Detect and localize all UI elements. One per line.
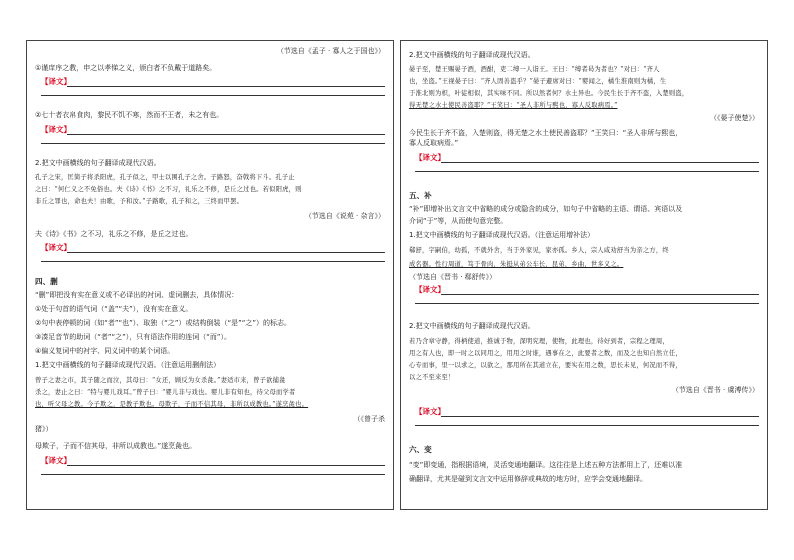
answer-line <box>415 303 759 304</box>
answer-line <box>67 134 385 135</box>
answer-line <box>441 416 759 417</box>
question-text: 今民生长于齐不盗，入楚则盗，得无楚之水土使民善盗耶？”王笑曰：“圣人非所与熙也， <box>409 129 683 137</box>
right-column <box>400 40 768 510</box>
question-text: 寡人反取病焉。” <box>409 139 459 147</box>
answer-area[interactable] <box>41 243 385 257</box>
passage-line: 晏子至，楚王赐晏子酒，酒酣，吏二缚一人诣王。王曰：“缚者曷为者也？”对曰：“齐人 <box>409 66 660 73</box>
task-instruction: 1.把文中画横线的句子翻译成现代汉语。（注意运用删削法） <box>35 361 221 369</box>
answer-area[interactable] <box>41 77 385 91</box>
task-instruction: 2.把文中画横线的句子翻译成现代汉语。 <box>35 159 161 167</box>
passage-line: 也，听父母之教。今子欺之，是教子欺也。母欺子，子而不信其母，非所以成教也。”遂烹彘也。 <box>35 401 309 408</box>
answer-line <box>67 465 385 466</box>
answer-line <box>41 261 385 262</box>
answer-label: 【译文】 <box>41 77 71 86</box>
question-text: 母欺子，子而不信其母，非所以成教也。”遂烹彘也。 <box>35 442 197 450</box>
task-instruction: 2.把文中画横线的句子翻译成现代汉语。 <box>409 322 535 330</box>
source-citation: （节选自《说苑 · 杂言》） <box>304 212 385 220</box>
section-title: 五、补 <box>409 191 432 200</box>
answer-label: 【译文】 <box>41 456 71 465</box>
passage-line: 以之不至来至！ <box>409 374 455 381</box>
answer-area[interactable] <box>415 153 759 167</box>
answer-label: 【译文】 <box>415 285 445 294</box>
section-description: “变”即变通，指根据语境，灵活变通地翻译。这往往是上述五种方法都用上了，还难以准 <box>409 461 683 469</box>
section-description: 介词“于”等，从而使句意完整。 <box>409 217 508 225</box>
section-description: 确翻译，尤其是碰到文言文中运用修辞或典故的地方时，应学会变通地翻译。 <box>409 475 647 483</box>
source-citation: （节选自《孟子 · 寡人之于国也》） <box>276 47 385 55</box>
question-text: ②七十者衣帛食肉，黎民不饥不寒，然而不王者，未之有也。 <box>35 111 224 119</box>
passage-line: 得无楚之水土使民善盗耶？”王笑曰：“圣人非所与熙也，寡人反取病焉。” <box>409 102 618 109</box>
passage-line: 若乃含章守静，得柄使道，推诚于物，深明究理，使物，此理也，待好到者，宗程之理周， <box>409 338 669 345</box>
rule-item: ①处于句首的语气词（“盖”“夫”），没有实在意义。 <box>35 305 193 313</box>
passage-line: 成名器。性行周道，笃于骨肉，朱挺从弟公车长，昆弟，乡曲，世多义之。 <box>409 261 624 268</box>
answer-area[interactable] <box>415 407 759 421</box>
passage-line: 郗舒，字嗣伯，幼孤，不就外舍，当于外家见，家亦孤。乡人，宗人咸劝舒当为亲之方，终 <box>409 247 669 254</box>
answer-label: 【译文】 <box>415 153 445 162</box>
answer-label: 【译文】 <box>415 407 445 416</box>
answer-line <box>67 252 385 253</box>
source-citation: 猪》） <box>35 425 53 433</box>
rule-item: ②句中表停顿的词（如“者”“也”）、取独（“之”）或结构倒装（“是”“之”）的标志。 <box>35 319 292 327</box>
answer-line <box>41 95 385 96</box>
rule-item: ③凑足音节的助词（“者”“之”），只有语法作用的连词（“而”）。 <box>35 333 232 341</box>
answer-line <box>67 86 385 87</box>
passage-line: 之曰：“何仁义之不免俗也。夫《诗》《书》之不习，礼乐之不修，是丘之过也。若似阳虎，则 <box>35 186 302 193</box>
answer-area[interactable] <box>41 456 385 470</box>
task-instruction: 1.把文中画横线的句子翻译成现代汉语。（注意运用增补法） <box>409 231 595 239</box>
source-citation: （节选自《晋书 · 郗舒传》） <box>409 273 497 281</box>
rule-item: ④偏义复词中的衬字、同义词中的某个词语。 <box>35 347 175 355</box>
left-column <box>26 40 394 510</box>
source-citation: （《晏子使楚》） <box>710 114 759 122</box>
passage-line: 心专而事，里一以求之，以欲之，那用所在其道立在，要实在用之数，思长未见，何况而不得， <box>409 362 682 369</box>
section-title: 四、删 <box>35 277 58 286</box>
section-description: “删”即把没有实在意义或不必译出的衬词、虚词删去，具体情况： <box>35 291 239 299</box>
answer-label: 【译文】 <box>41 243 71 252</box>
task-instruction: 2.把文中画横线的句子翻译成现代汉语。 <box>409 51 535 59</box>
answer-line <box>441 294 759 295</box>
section-description: “补”即增补出文言文中省略的成分或隐含的成分，如句子中省略的主语、谓语、宾语以及 <box>409 205 683 213</box>
section-title: 六、变 <box>409 445 432 454</box>
question-text: ①谨庠序之教，申之以孝悌之义，颁白者不负戴于道路矣。 <box>35 64 217 72</box>
passage-line: 曾子之妻之市，其子随之而泣，其母曰：“女还，顾反为女杀彘。”妻适市来，曾子欲捕彘 <box>35 377 286 384</box>
passage-line: 于淮北则为枳，叶徒相似，其实味不同。所以然者何？水土异也。今民生长于齐不盗，入楚则盗， <box>409 90 689 97</box>
answer-line <box>41 474 385 475</box>
passage-line: 用之有人也，即一时之以同用之，用用之时谁，遇事在之，此要者之数，而及之也知自然立任， <box>409 350 682 357</box>
answer-label: 【译文】 <box>41 125 71 134</box>
answer-line <box>41 143 385 144</box>
answer-line <box>415 425 759 426</box>
passage-line: 也，坐盗。”王视晏子曰：“齐人固善盗乎？”晏子避席对曰：“婴闻之，橘生淮南则为橘，生 <box>409 78 667 85</box>
source-citation: （节选自《晋书 · 虞溥传》） <box>671 386 759 394</box>
answer-line <box>441 162 759 163</box>
answer-area[interactable] <box>415 285 759 299</box>
answer-line <box>415 171 759 172</box>
question-text: 夫《诗》《书》之不习，礼乐之不修，是丘之过也。 <box>35 230 193 238</box>
source-citation: （《曾子杀 <box>353 415 385 423</box>
answer-area[interactable] <box>41 125 385 139</box>
passage-line: 杀之，妻止之曰：“特与婴儿戏耳。”曾子曰：“婴儿非与戏也。婴儿非有知也，待父母而学者 <box>35 389 296 396</box>
passage-line: 非丘之罪也，命也夫！由歌，予和汝。”子路歌，孔子和之，三终而甲罢。 <box>35 198 244 205</box>
passage-line: 孔子之宋，匡简子将杀阳虎，孔子似之，甲士以围孔子之舍。子路怒，奋戟将下斗。孔子止 <box>35 174 295 181</box>
